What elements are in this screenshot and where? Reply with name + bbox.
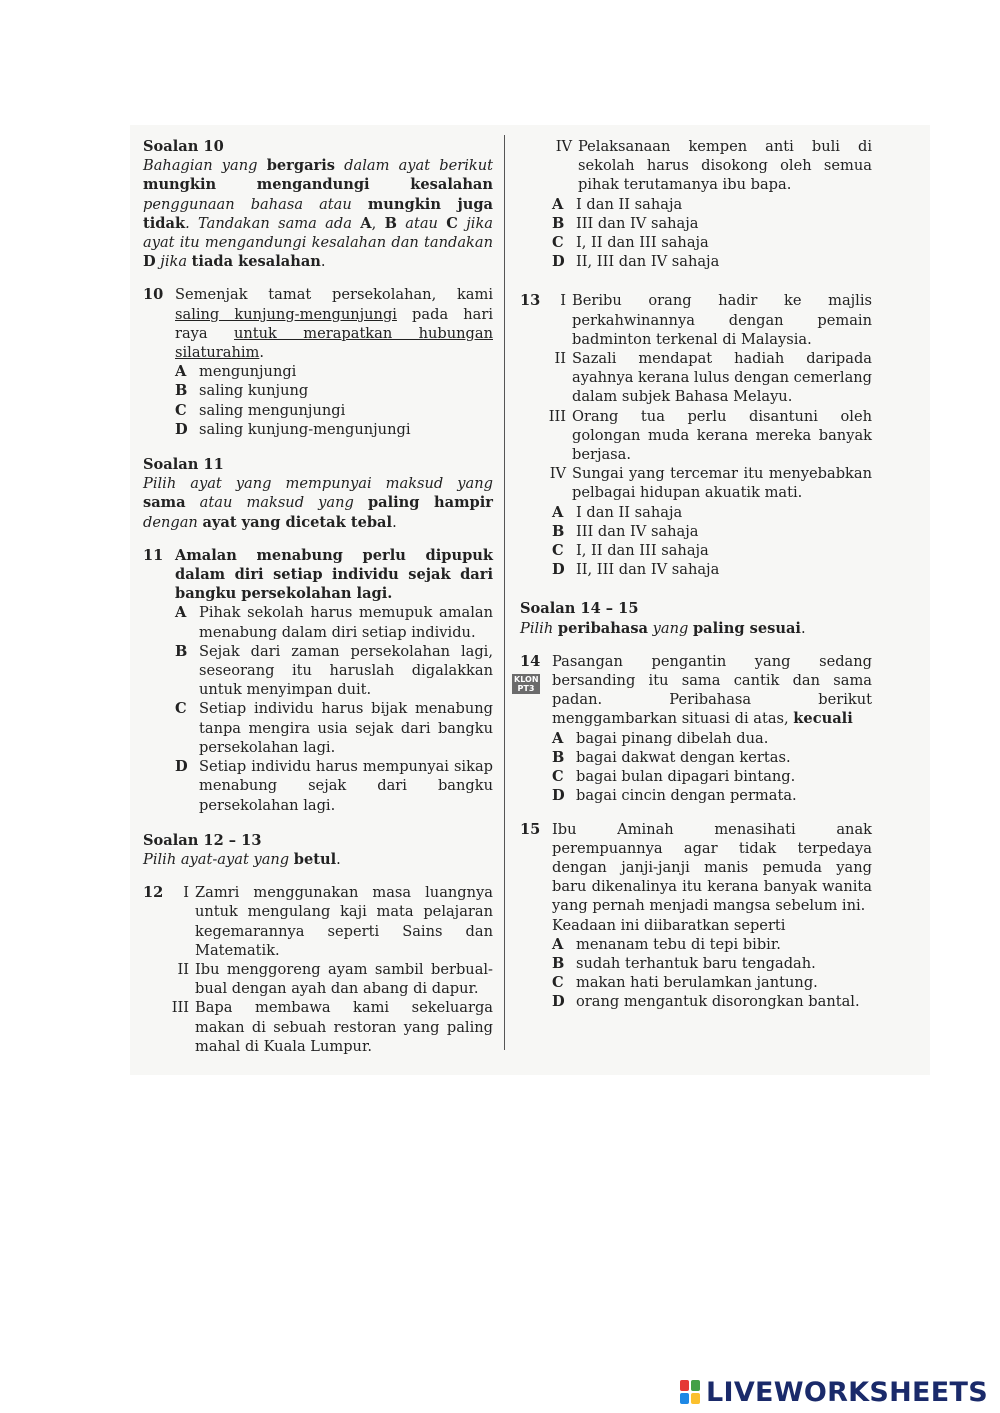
brand-name: LIVEWORKSHEETS — [705, 1377, 988, 1408]
instruction-14-15: Pilih peribahasa yang paling sesuai. — [520, 619, 806, 637]
option-d[interactable]: D II, III dan IV sahaja — [552, 561, 720, 579]
option-a[interactable]: A Pihak sekolah harus memupuk amalan menabung dalam diri setiap individu. — [175, 604, 493, 641]
question-number: 15 — [520, 820, 541, 838]
statement-i: I Zamri menggunakan masa luangnya untuk mengulang kaji mata pelajaran kegemarannya seperti Sains dan Matematik. — [183, 884, 493, 959]
question-12-continued — [520, 137, 872, 271]
statement-iv: IV Pelaksanaan kempen anti buli di sekolah harus disokong oleh semua pihak terutamanya ibu bapa. — [555, 138, 872, 194]
statement-iv: IV Sungai yang tercemar itu menyebabkan pelbagai hidupan akuatik mati. — [549, 465, 872, 502]
option-d[interactable]: D saling kunjung-mengunjungi — [175, 420, 411, 438]
question-number: 14 — [520, 652, 541, 670]
option-a[interactable]: A menanam tebu di tepi bibir. — [552, 935, 781, 953]
question-14 — [514, 652, 872, 806]
section-heading-14-15: Soalan 14 – 15 — [520, 600, 639, 618]
statement-iii: III Bapa membawa kami sekeluarga makan di sebuah restoran yang paling mahal di Kuala Lumpur. — [171, 999, 493, 1055]
question-number: 11 — [143, 546, 164, 564]
statement-iii: III Orang tua perlu disantuni oleh golongan muda kerana mereka banyak berjasa. — [548, 407, 872, 464]
option-a[interactable]: A I dan II sahaja — [552, 195, 683, 213]
question-number: 13 — [520, 292, 541, 310]
liveworksheets-brand[interactable] — [680, 1377, 988, 1408]
question-15 — [520, 820, 872, 1012]
option-d[interactable]: D II, III dan IV sahaja — [552, 253, 720, 271]
question-stem: Ibu Aminah menasihati anak perempuannya agar tidak terpedaya dengan janji-janji manis pemuda yang baru dikenalinya itu kerana banyak wanita yang pernah menjadi mangsa sebelum ini. — [552, 820, 872, 915]
statement-i: I Beribu orang hadir ke majlis perkahwinannya dengan pemain badminton terkenal di Malaysia. — [560, 292, 872, 348]
right-column — [514, 137, 873, 1012]
option-a[interactable]: A mengunjungi — [175, 363, 297, 381]
question-stem-2: Keadaan ini diibaratkan seperti — [552, 916, 786, 934]
option-d[interactable]: D Setiap individu harus mempunyai sikap menabung sejak dari bangku persekolahan lagi. — [175, 758, 493, 814]
option-b[interactable]: B sudah terhantuk baru tengadah. — [552, 954, 816, 972]
klon-pt3-badge: KLON PT3 — [514, 675, 539, 694]
question-number: 12 — [143, 884, 164, 902]
instruction-11: Pilih ayat yang mempunyai maksud yang sama atau maksud yang paling hampir dengan ayat yang dicetak tebal. — [143, 475, 493, 531]
option-a[interactable]: A I dan II sahaja — [552, 503, 683, 521]
option-c[interactable]: C makan hati berulamkan jantung. — [552, 974, 818, 992]
question-stem: Pasangan pengantin yang sedang bersanding itu sama cantik dan sama padan. Peribahasa berikut menggambarkan situasi di atas, kecuali — [552, 652, 872, 728]
question-11 — [143, 546, 493, 815]
option-b[interactable]: B III dan IV sahaja — [552, 522, 699, 540]
section-heading-10: Soalan 10 — [143, 138, 224, 155]
option-c[interactable]: C I, II dan III sahaja — [552, 234, 709, 252]
option-a[interactable]: A bagai pinang dibelah dua. — [552, 729, 769, 747]
option-b[interactable]: B bagai dakwat dengan kertas. — [552, 748, 791, 766]
statement-ii: II Ibu menggoreng ayam sambil berbual-bual dengan ayah dan abang di dapur. — [177, 960, 493, 998]
option-b[interactable]: B Sejak dari zaman persekolahan lagi, seseorang itu haruslah digalakkan untuk menyimpan duit. — [175, 642, 493, 699]
instruction-10: Bahagian yang bergaris dalam ayat berikut mungkin mengandungi kesalahan penggunaan bahasa atau mungkin juga tidak. Tandakan sama ada A, B atau C jika ayat itu mengandungi kesalahan dan tandakan D jika tiada kesalahan. — [143, 157, 494, 271]
question-stem: Amalan menabung perlu dipupuk dalam diri setiap individu sejak dari bangku persekolahan lagi. — [175, 546, 493, 603]
option-d[interactable]: D bagai cincin dengan permata. — [552, 787, 797, 805]
liveworksheets-logo-icon — [680, 1380, 702, 1406]
option-c[interactable]: C bagai bulan dipagari bintang. — [552, 768, 796, 786]
question-stem: Semenjak tamat persekolahan, kami saling kunjung-mengunjungi pada hari raya untuk merapatkan hubungan silaturahim. — [175, 286, 493, 362]
question-10 — [143, 285, 493, 439]
statement-ii: II Sazali mendapat hadiah daripada ayahnya kerana lulus dengan cemerlang dalam subjek Bahasa Melayu. — [554, 350, 873, 406]
left-column — [143, 137, 493, 1056]
instruction-12-13: Pilih ayat-ayat yang betul. — [143, 850, 341, 868]
option-c[interactable]: C Setiap individu harus bijak menabung tanpa mengira usia sejak dari bangku persekolahan lagi. — [175, 700, 493, 756]
question-number: 10 — [143, 286, 164, 304]
section-heading-12-13: Soalan 12 – 13 — [143, 831, 262, 849]
option-d[interactable]: D orang mengantuk disorongkan bantal. — [552, 993, 860, 1011]
question-13 — [520, 291, 872, 579]
option-b[interactable]: B III dan IV sahaja — [552, 214, 699, 232]
option-b[interactable]: B saling kunjung — [175, 382, 309, 400]
question-12 — [143, 883, 493, 1056]
section-heading-11: Soalan 11 — [143, 456, 224, 474]
option-c[interactable]: C I, II dan III sahaja — [552, 542, 709, 560]
column-divider — [504, 135, 505, 1050]
option-c[interactable]: C saling mengunjungi — [175, 401, 346, 419]
